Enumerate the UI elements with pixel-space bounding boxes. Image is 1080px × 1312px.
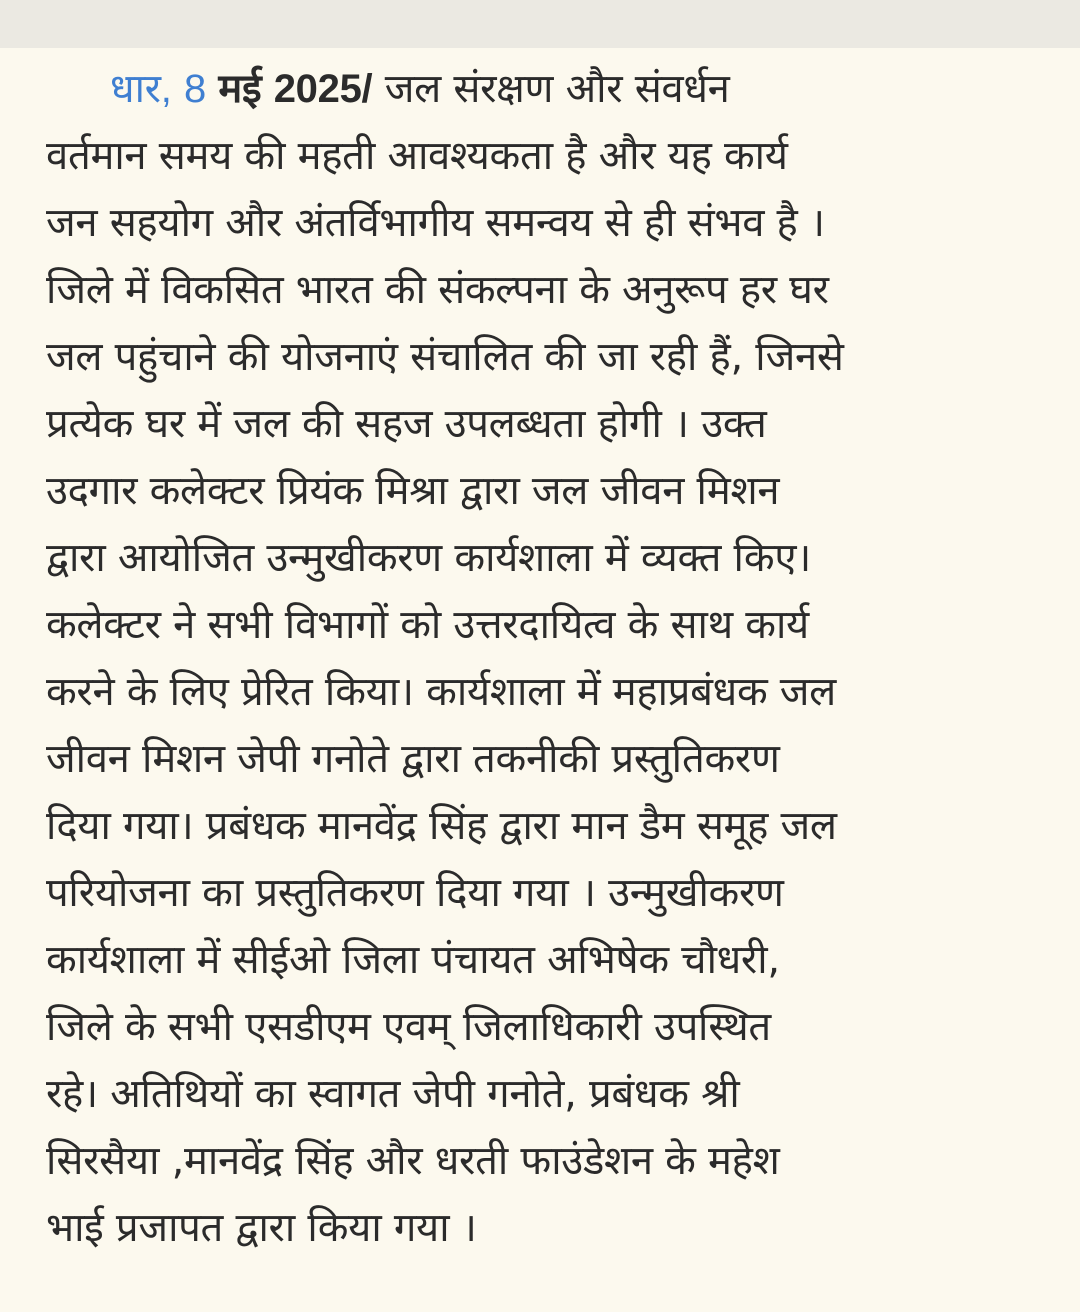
dateline-month: मई [218,66,262,112]
article-body [46,56,1066,1262]
article-line: जल पहुंचाने की योजनाएं संचालित की जा रही हैं, जिनसे [46,334,844,380]
article-line: जिले के सभी एसडीएम एवम् जिलाधिकारी उपस्थित [46,1004,771,1050]
article-line: कलेक्टर ने सभी विभागों को उत्तरदायित्व के साथ कार्य [46,602,809,648]
article-line: वर्तमान समय की महती आवश्यकता है और यह कार्य [46,133,788,179]
article-line: सिरसैया ,मानवेंद्र सिंह और धरती फाउंडेशन के महेश [46,1138,780,1184]
article-line-text: जल संरक्षण और संवर्धन [384,66,730,112]
article-line: परियोजना का प्रस्तुतिकरण दिया गया । उन्मुखीकरण [46,870,784,916]
article-line: प्रत्येक घर में जल की सहज उपलब्धता होगी । उक्त [46,401,767,447]
top-bar [0,0,1080,48]
article-line: कार्यशाला में सीईओ जिला पंचायत अभिषेक चौधरी, [46,937,780,983]
article-line: जिले में विकसित भारत की संकल्पना के अनुरूप हर घर [46,267,829,313]
article-line: भाई प्रजापत द्वारा किया गया । [46,1205,477,1251]
dateline-year: 2025/ [273,67,373,111]
article-line: दिया गया। प्रबंधक मानवेंद्र सिंह द्वारा मान डैम समूह जल [46,803,837,849]
dateline-place: धार, [110,67,172,111]
article-line: करने के लिए प्रेरित किया। कार्यशाला में महाप्रबंधक जल [46,669,836,715]
article-line: जीवन मिशन जेपी गनोते द्वारा तकनीकी प्रस्तुतिकरण [46,736,780,782]
article-line: रहे। अतिथियों का स्वागत जेपी गनोते, प्रबंधक श्री [46,1071,740,1117]
article-line: जन सहयोग और अंतर्विभागीय समन्वय से ही संभव है । [46,200,825,246]
article-line: द्वारा आयोजित उन्मुखीकरण कार्यशाला में व्यक्त किए। [46,535,812,581]
article-line-1 [46,56,1066,123]
dateline-day: 8 [183,67,206,111]
article-line: उदगार कलेक्टर प्रियंक मिश्रा द्वारा जल जीवन मिशन [46,468,780,514]
